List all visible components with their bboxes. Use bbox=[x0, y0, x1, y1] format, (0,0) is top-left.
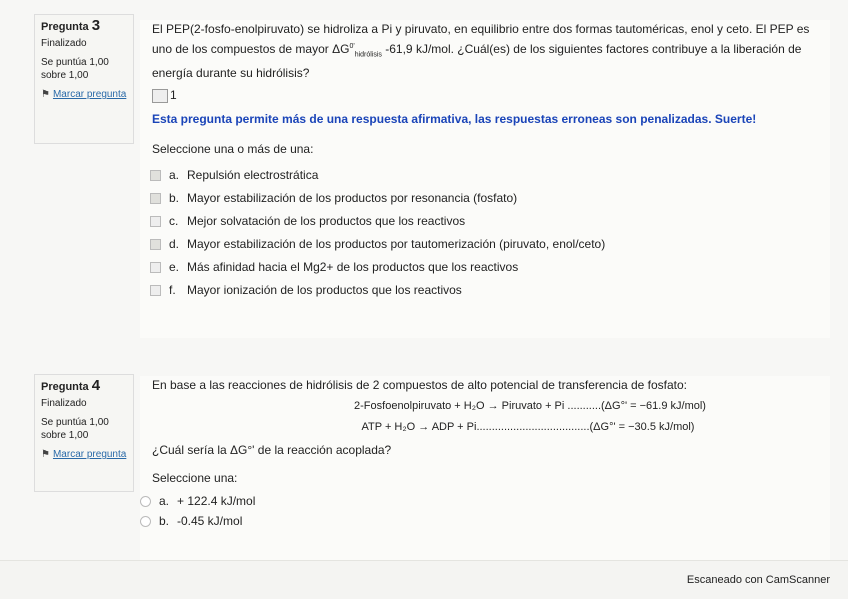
question-number bbox=[41, 19, 127, 34]
question-subtext: ¿Cuál sería la ΔG°' de la reacción acoplada? bbox=[152, 443, 392, 457]
delta-g-superscript: 0' bbox=[349, 43, 355, 50]
question-number bbox=[41, 379, 127, 394]
broken-image-icon bbox=[152, 89, 168, 103]
answer-prompt: Seleccione una o más de una: bbox=[152, 142, 314, 157]
equation-1: 2-Fosfoenolpiruvato + H₂O → Piruvato + Pi ...........(ΔG°' = −61.9 kJ/mol) bbox=[354, 400, 706, 412]
option-letter: e. bbox=[169, 260, 180, 275]
flag-icon: ⚑ bbox=[41, 449, 50, 460]
option-text: Más afinidad hacia el Mg2+ de los productos que los reactivos bbox=[187, 260, 519, 275]
scanner-watermark: Escaneado con CamScanner bbox=[686, 574, 830, 586]
flag-icon: ⚑ bbox=[41, 89, 50, 100]
answer-option[interactable] bbox=[140, 256, 830, 279]
question-grade: Se puntúa 1,00 sobre 1,00 bbox=[41, 57, 109, 81]
answer-option[interactable] bbox=[140, 164, 830, 187]
delta-g-subscript: hidrólisis bbox=[354, 51, 382, 59]
question-grade: Se puntúa 1,00 sobre 1,00 bbox=[41, 417, 109, 441]
question-text: En base a las reacciones de hidrólisis de 2 compuestos de alto potencial de transferencia de fosfato: bbox=[152, 378, 687, 392]
checkbox-a[interactable] bbox=[150, 170, 161, 181]
option-letter: d. bbox=[169, 237, 180, 252]
question-text-part1: El PEP(2-fosfo-enolpiruvato) se hidroliza a Pi y piruvato, en equilibrio entre dos formas tautoméricas, enol y ceto. El PEP es uno de los compuestos de mayor ΔG bbox=[152, 22, 810, 56]
option-text: Repulsión electrostrática bbox=[187, 168, 319, 183]
broken-image bbox=[140, 86, 830, 104]
option-text: -0.45 kJ/mol bbox=[177, 514, 243, 528]
checkbox-c[interactable] bbox=[150, 216, 161, 227]
answer-prompt: Seleccione una: bbox=[152, 471, 238, 485]
option-text: + 122.4 kJ/mol bbox=[177, 494, 256, 508]
checkbox-e[interactable] bbox=[150, 262, 161, 273]
question-label: Pregunta bbox=[41, 21, 89, 33]
question-notice: Esta pregunta permite más de una respuesta afirmativa, las respuestas erroneas son penalizadas. Suerte! bbox=[152, 112, 757, 127]
checkbox-f[interactable] bbox=[150, 285, 161, 296]
checkbox-b[interactable] bbox=[150, 193, 161, 204]
answer-option[interactable] bbox=[140, 279, 830, 302]
answer-options bbox=[140, 164, 830, 302]
flag-label: Marcar pregunta bbox=[52, 89, 127, 100]
answer-option[interactable] bbox=[140, 511, 830, 531]
answer-option[interactable] bbox=[140, 187, 830, 210]
question-text bbox=[140, 20, 830, 82]
question-4-info bbox=[34, 374, 134, 492]
flag-question-link[interactable] bbox=[41, 448, 127, 461]
question-3-info bbox=[34, 14, 134, 144]
option-letter: c. bbox=[169, 214, 179, 229]
page-edge bbox=[0, 560, 848, 561]
option-text: Mejor solvatación de los productos que los reactivos bbox=[187, 214, 466, 229]
radio-a[interactable] bbox=[140, 496, 151, 507]
image-alt-text: 1 bbox=[170, 88, 177, 103]
answer-option[interactable] bbox=[140, 491, 830, 511]
option-letter: b. bbox=[169, 191, 180, 206]
question-state: Finalizado bbox=[41, 38, 87, 49]
option-letter: a. bbox=[159, 494, 170, 508]
answer-option[interactable] bbox=[140, 233, 830, 256]
flag-label: Marcar pregunta bbox=[52, 449, 127, 460]
option-letter: b. bbox=[159, 514, 170, 528]
radio-b[interactable] bbox=[140, 516, 151, 527]
option-text: Mayor ionización de los productos que los reactivos bbox=[187, 283, 462, 298]
checkbox-d[interactable] bbox=[150, 239, 161, 250]
question-label: Pregunta bbox=[41, 381, 89, 393]
question-text-part2: -61,9 kJ/mol. ¿Cuál(es) de los siguientes factores contribuye a la liberación de energía durante su hidrólisis? bbox=[152, 42, 802, 81]
option-text: Mayor estabilización de los productos por tautomerización (piruvato, enol/ceto) bbox=[187, 237, 606, 252]
flag-question-link[interactable] bbox=[41, 88, 127, 101]
option-letter: a. bbox=[169, 168, 180, 183]
answer-options bbox=[140, 491, 830, 531]
question-state: Finalizado bbox=[41, 398, 87, 409]
option-text: Mayor estabilización de los productos por resonancia (fosfato) bbox=[187, 191, 518, 206]
question-4-content bbox=[140, 376, 830, 560]
question-number-value: 3 bbox=[91, 17, 101, 34]
equation-2: ATP + H₂O → ADP + Pi.....................................(ΔG°' = −30.5 kJ/mol) bbox=[361, 421, 695, 433]
question-number-value: 4 bbox=[91, 377, 101, 394]
question-3-content bbox=[140, 20, 830, 338]
answer-option[interactable] bbox=[140, 210, 830, 233]
option-letter: f. bbox=[169, 283, 176, 298]
